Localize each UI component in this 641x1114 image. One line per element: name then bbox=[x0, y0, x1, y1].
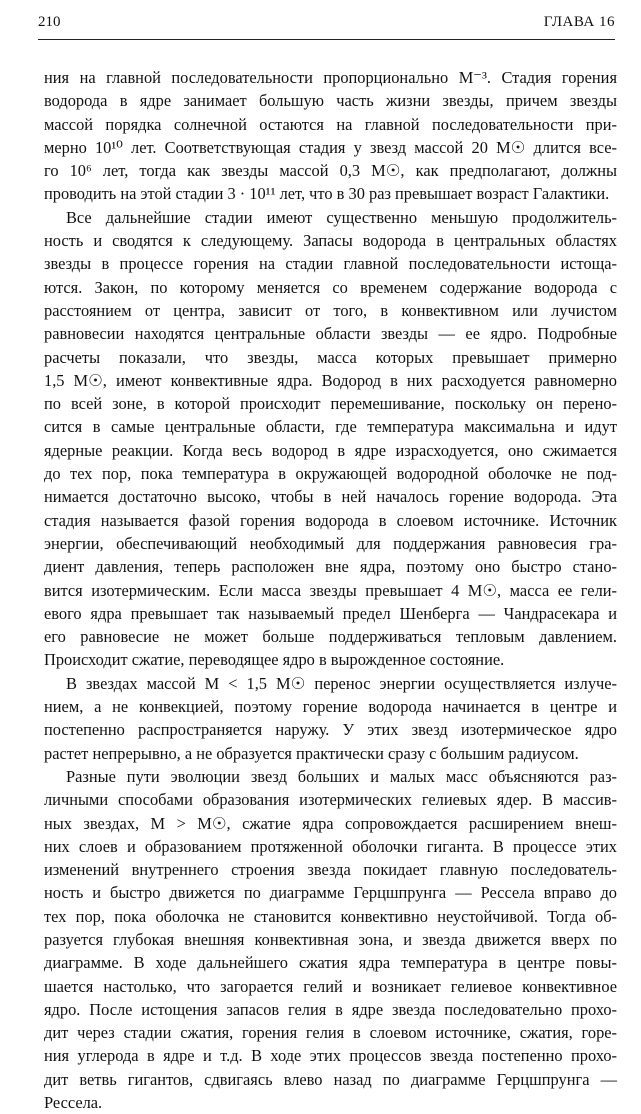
text-line: ются. Закон, по которому меняется со временем содержание водорода с bbox=[44, 277, 617, 297]
text-line: дит через стадии сжатия, горения гелия в слоевом источнике, сжатия, горе- bbox=[44, 1023, 617, 1043]
text-line: евого ядра превышает так называемый предел Шенберга — Чандрасекара и bbox=[44, 603, 617, 623]
text-line: вится изотермическим. Если масса звезды превышает 4 M☉, масса ее гели- bbox=[44, 580, 617, 600]
text-line: тех пор, пока оболочка не становится конвективно неустойчивой. Тогда об- bbox=[44, 906, 617, 926]
text-line: равновесии находятся центральные области звезды — ее ядро. Подробные bbox=[44, 324, 617, 344]
text-line: до тех пор, пока температура в окружающей водородной оболочке не под- bbox=[44, 464, 617, 484]
text-line: Все дальнейшие стадии имеют существенно меньшую продолжитель- bbox=[66, 207, 617, 227]
running-header bbox=[38, 14, 615, 36]
text-line: сится в самые центральные области, где температура максимальна и идут bbox=[44, 417, 617, 437]
text-line: изменений внутреннего строения звезда покидает главную последователь- bbox=[44, 860, 617, 880]
text-line: диаграмме. В ходе дальнейшего сжатия ядра температура в центре повы- bbox=[44, 953, 617, 973]
text-line: постепенно распространяется наружу. У этих звезд изотермическое ядро bbox=[44, 720, 617, 740]
text-line: личными способами образования изотермических гелиевых ядер. В массив- bbox=[44, 790, 617, 810]
text-line: ность и быстро движется по диаграмме Герцшпрунга — Рессела вправо до bbox=[44, 883, 617, 903]
text-line: разуется глубокая внешняя конвективная зона, и звезда движется вверх по bbox=[44, 929, 617, 949]
text-line: шается настолько, что загорается гелий и возникает гелиевое конвективное bbox=[44, 976, 617, 996]
text-line: В звездах массой M < 1,5 M☉ перенос энергии осуществляется излуче- bbox=[66, 673, 617, 693]
paragraph bbox=[44, 765, 617, 1114]
text-line: расчеты показали, что звезды, масса которых превышает примерно bbox=[44, 347, 617, 367]
paragraph bbox=[44, 206, 617, 672]
text-line: проводить на этой стадии 3 · 10¹¹ лет, что в 30 раз превышает возраст Галактики. bbox=[44, 184, 610, 204]
header-rule bbox=[38, 39, 615, 40]
text-line: Происходит сжатие, переводящее ядро в вырожденное состояние. bbox=[44, 650, 505, 670]
text-line: ядро. После истощения запасов гелия в ядре звезда последовательно прохо- bbox=[44, 999, 617, 1019]
text-line: нием, а не конвекцией, поэтому горение водорода начинается в центре и bbox=[44, 697, 617, 717]
text-line: ность и сводятся к следующему. Запасы водорода в центральных областях bbox=[44, 231, 617, 251]
text-line: нимается достаточно высоко, чтобы в ней началось горение водорода. Эта bbox=[44, 487, 617, 507]
text-line: его равновесие не может больше поддерживаться тепловым давлением. bbox=[44, 627, 617, 647]
chapter-title: ГЛАВА 16 bbox=[543, 14, 615, 30]
page-number: 210 bbox=[38, 14, 61, 30]
text-line: расстоянием от центра, зависит от того, в конвективном или лучистом bbox=[44, 300, 617, 320]
text-line: по всей зоне, в которой происходит перемешивание, поскольку он перено- bbox=[44, 394, 617, 414]
text-line: Разные пути эволюции звезд больших и малых масс объясняются раз- bbox=[66, 766, 617, 786]
text-line: звезды в процессе горения на стадии главной последовательности истоща- bbox=[44, 254, 617, 274]
text-line: дит ветвь гигантов, сдвигаясь влево назад по диаграмме Герцшпрунга — bbox=[44, 1069, 617, 1089]
text-line: мерно 10¹⁰ лет. Соответствующая стадия у звезд массой 20 M☉ длится все- bbox=[44, 137, 617, 157]
text-line: го 10⁶ лет, тогда как звезды массой 0,3 M☉, как предполагают, должны bbox=[44, 161, 617, 181]
page-body bbox=[44, 66, 617, 1114]
text-line: ния на главной последовательности пропорционально M⁻³. Стадия горения bbox=[44, 68, 617, 87]
text-line: диент давления, теперь расположен вне ядра, поэтому оно быстро стано- bbox=[44, 557, 617, 577]
text-line: них слоев и образованием протяженной оболочки гиганта. В процессе этих bbox=[44, 836, 617, 856]
text-line: водорода в ядре занимает большую часть жизни звезды, причем звезды bbox=[44, 91, 617, 111]
paragraph bbox=[44, 672, 617, 765]
text-line: ядерные реакции. Когда весь водород в ядре израсходуется, оно сжимается bbox=[44, 440, 617, 460]
text-line: массой порядка солнечной остаются на главной последовательности при- bbox=[44, 114, 617, 134]
text-line: стадия называется фазой горения водорода в слоевом источнике. Источник bbox=[44, 510, 617, 530]
paragraph bbox=[44, 66, 617, 206]
text-line: растет непрерывно, а не образуется практически сразу с большим радиусом. bbox=[44, 743, 579, 763]
text-line: ных звездах, M > M☉, сжатие ядра сопровождается расширением внеш- bbox=[44, 813, 617, 833]
text-line: 1,5 M☉, имеют конвективные ядра. Водород в них расходуется равномерно bbox=[44, 370, 617, 390]
text-line: ния углерода в ядре и т.д. В ходе этих процессов звезда постепенно прохо- bbox=[44, 1046, 617, 1066]
text-line: Рессела. bbox=[44, 1093, 103, 1113]
text-line: энергии, обеспечивающий необходимый для поддержания равновесия гра- bbox=[44, 533, 617, 553]
